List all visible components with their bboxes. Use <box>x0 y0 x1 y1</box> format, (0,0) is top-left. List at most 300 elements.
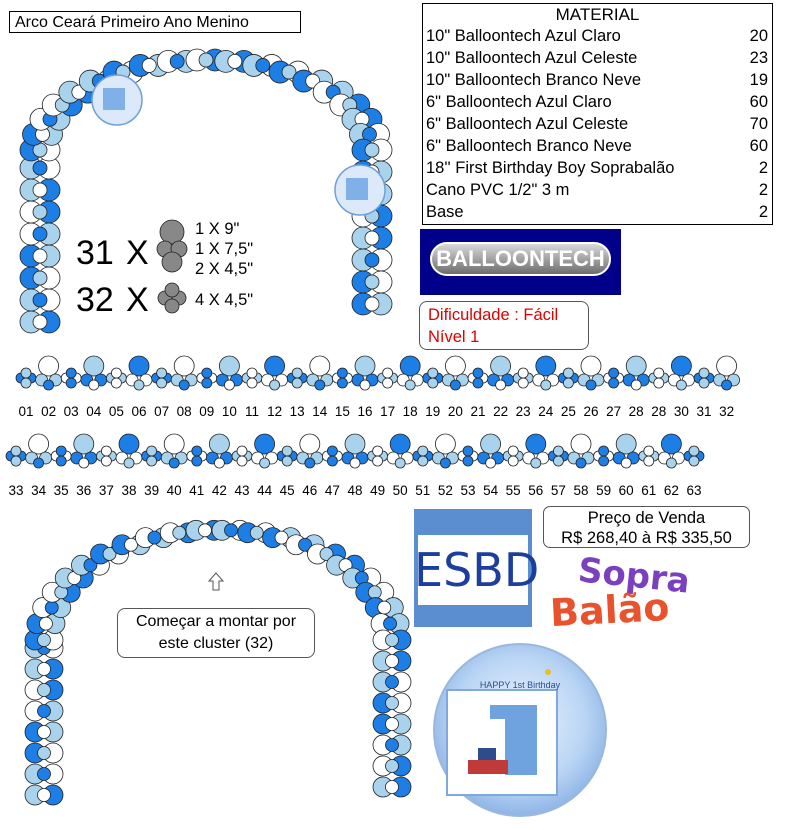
arch-balloon <box>38 684 51 697</box>
cluster-4x4 <box>604 368 624 388</box>
cluster-number: 50 <box>392 483 408 498</box>
cluster-number: 36 <box>76 483 92 498</box>
difficulty-level: Nível 1 <box>428 328 480 346</box>
small-balloon <box>373 456 383 466</box>
cluster-number: 44 <box>257 483 273 498</box>
small-balloon <box>508 446 518 456</box>
cluster-mixed <box>342 434 368 468</box>
small-balloon <box>282 446 292 456</box>
small-balloon <box>79 458 89 468</box>
cluster-4x4 <box>187 446 207 466</box>
arch-balloon <box>225 524 238 537</box>
balloon-9in <box>661 434 681 454</box>
legend-times-1: X <box>126 234 149 272</box>
balloon-9in <box>526 434 546 454</box>
small-balloon <box>89 380 99 390</box>
small-balloon <box>111 368 121 378</box>
arch-balloon <box>39 617 52 630</box>
small-balloon <box>327 456 337 466</box>
small-balloon <box>496 380 506 390</box>
cluster-number: 57 <box>550 483 566 498</box>
cluster-number: 06 <box>131 404 147 419</box>
small-foil-balloon <box>335 165 385 215</box>
arch-balloon <box>173 526 186 539</box>
small-balloon <box>66 378 76 388</box>
small-balloon <box>282 456 292 466</box>
legend-balloon-9in <box>160 220 184 244</box>
balloon-9in <box>536 356 556 376</box>
cluster-mixed <box>714 356 740 390</box>
small-balloon <box>327 446 337 456</box>
small-balloon <box>224 380 234 390</box>
cluster-4x4 <box>51 446 71 466</box>
arch-balloon <box>33 293 47 307</box>
small-balloon <box>373 446 383 456</box>
small-balloon <box>11 456 21 466</box>
balloon-9in <box>300 434 320 454</box>
cluster-mixed <box>488 356 514 390</box>
arch-balloon <box>38 705 51 718</box>
cluster-number: 55 <box>505 483 521 498</box>
foil-caption: HAPPY 1st Birthday <box>479 680 561 690</box>
legend-count-31: 31 <box>76 234 114 272</box>
arch-balloon <box>250 526 263 539</box>
cluster-number: 20 <box>447 404 463 419</box>
cluster-number: 61 <box>641 483 657 498</box>
small-balloon <box>450 380 460 390</box>
arch-balloon <box>386 676 399 689</box>
material-item: 18'' First Birthday Boy Soprabalão <box>426 159 675 177</box>
arch-balloon <box>386 655 399 668</box>
cluster-number: 34 <box>31 483 47 498</box>
small-balloon <box>383 378 393 388</box>
cluster-number: 35 <box>53 483 69 498</box>
legend-spec-4in: 2 X 4,5" <box>195 260 254 278</box>
cluster-4x4 <box>287 368 307 388</box>
arch-balloon <box>33 249 47 263</box>
cluster-mixed <box>252 434 278 468</box>
balloon-9in <box>671 356 691 376</box>
small-balloon <box>428 368 438 378</box>
cluster-mixed <box>623 356 649 390</box>
small-balloon <box>56 456 66 466</box>
small-balloon <box>644 446 654 456</box>
cluster-number: 60 <box>618 483 634 498</box>
cluster-4x4 <box>594 446 614 466</box>
arch-balloon <box>386 697 399 710</box>
small-balloon <box>621 458 631 468</box>
cluster-number: 42 <box>211 483 227 498</box>
cluster-4x4 <box>242 368 262 388</box>
balloon-9in <box>581 356 601 376</box>
cluster-mixed <box>387 434 413 468</box>
cluster-4x4 <box>548 446 568 466</box>
cluster-number: 10 <box>221 404 237 419</box>
small-balloon <box>486 458 496 468</box>
cluster-number: 48 <box>347 483 363 498</box>
arch-balloon <box>38 726 51 739</box>
small-balloon <box>11 446 21 456</box>
cluster-4x4 <box>694 368 714 388</box>
cluster-4x4 <box>106 368 126 388</box>
arch-balloon <box>38 634 51 647</box>
small-balloon <box>147 446 157 456</box>
arch-balloon <box>170 54 184 68</box>
material-item: 6" Balloontech Branco Neve <box>426 137 632 155</box>
cluster-number: 23 <box>515 404 531 419</box>
small-balloon <box>395 458 405 468</box>
small-balloon <box>553 456 563 466</box>
balloontech-logo-text: BALLOONTECH <box>436 246 605 271</box>
cluster-4x4 <box>458 446 478 466</box>
cluster-number: 62 <box>663 483 679 498</box>
diagram-title: Arco Ceará Primeiro Ano Menino <box>9 11 301 33</box>
cluster-number: 30 <box>673 404 689 419</box>
arch-balloon <box>38 663 51 676</box>
cluster-mixed <box>116 434 142 468</box>
legend-spec-4x4: 4 X 4,5" <box>195 291 254 309</box>
balloon-9in <box>355 356 375 376</box>
material-qty: 70 <box>749 115 768 133</box>
arch-balloon <box>256 58 270 72</box>
difficulty-label: Dificuldade : Fácil <box>428 306 559 324</box>
arch-balloon <box>365 231 379 245</box>
material-qty: 2 <box>758 181 768 199</box>
cluster-number: 54 <box>483 483 499 498</box>
small-balloon <box>337 378 347 388</box>
balloon-9in <box>255 434 275 454</box>
balloon-9in <box>219 356 239 376</box>
small-balloon <box>518 378 528 388</box>
balloon-9in <box>571 434 591 454</box>
balloon-9in <box>445 356 465 376</box>
cluster-4x4 <box>684 446 704 466</box>
cluster-number: 14 <box>312 404 328 419</box>
small-balloon <box>337 368 347 378</box>
balloon-9in <box>491 356 511 376</box>
small-balloon <box>157 378 167 388</box>
arch-balloon <box>365 275 379 289</box>
cluster-number: 28 <box>651 404 667 419</box>
cluster-4x4 <box>423 368 443 388</box>
cluster-number: 15 <box>334 404 350 419</box>
cluster-number: 32 <box>719 404 735 419</box>
arch-balloon <box>365 143 379 157</box>
small-balloon <box>292 378 302 388</box>
cluster-4x4 <box>142 446 162 466</box>
arch-balloon <box>368 586 381 599</box>
balloon-9in <box>129 356 149 376</box>
small-balloon <box>473 378 483 388</box>
small-balloon <box>418 456 428 466</box>
balloon-9in <box>310 356 330 376</box>
cluster-number: 07 <box>154 404 170 419</box>
small-balloon <box>654 368 664 378</box>
cluster-number: 13 <box>289 404 305 419</box>
cluster-sequence <box>6 356 740 498</box>
cluster-number: 41 <box>189 483 205 498</box>
cluster-4x4 <box>232 446 252 466</box>
small-balloon <box>599 446 609 456</box>
cluster-number: 58 <box>573 483 589 498</box>
small-balloon <box>124 458 134 468</box>
balloon-9in <box>345 434 365 454</box>
balloon-9in <box>265 356 285 376</box>
small-balloon <box>689 446 699 456</box>
cluster-number: 24 <box>538 404 554 419</box>
balloon-9in <box>717 356 737 376</box>
balloon-9in <box>209 434 229 454</box>
cluster-mixed <box>126 356 152 390</box>
balloon-9in <box>164 434 184 454</box>
arch-balloon <box>386 739 399 752</box>
cluster-4x4 <box>16 368 36 388</box>
sopra-logo-line2: Balão <box>548 584 671 636</box>
small-balloon <box>21 378 31 388</box>
small-balloon <box>689 456 699 466</box>
legend-count-32: 32 <box>76 281 114 319</box>
cluster-4x4 <box>332 368 352 388</box>
material-item: 10" Balloontech Branco Neve <box>426 71 641 89</box>
cluster-mixed <box>81 356 107 390</box>
balloon-9in <box>400 356 420 376</box>
small-balloon <box>676 380 686 390</box>
cluster-mixed <box>578 356 604 390</box>
small-balloon <box>192 446 202 456</box>
legend-balloon-7in <box>162 252 182 272</box>
cluster-4x4 <box>649 368 669 388</box>
legend-balloon <box>165 299 179 313</box>
arch-balloon <box>45 601 58 614</box>
cluster-number: 59 <box>596 483 612 498</box>
arch-balloon <box>386 634 399 647</box>
small-balloon <box>383 368 393 378</box>
cluster-number: 51 <box>415 483 431 498</box>
balloon-9in <box>616 434 636 454</box>
small-balloon <box>157 368 167 378</box>
legend-balloon <box>165 283 179 297</box>
cluster-mixed <box>297 434 323 468</box>
material-item: 10" Balloontech Azul Claro <box>426 27 621 45</box>
first-birthday-foil-balloon <box>434 644 606 816</box>
small-balloon <box>654 378 664 388</box>
small-balloon <box>563 378 573 388</box>
cluster-number: 45 <box>279 483 295 498</box>
cluster-number: 63 <box>686 483 702 498</box>
arch-balloon <box>228 54 242 68</box>
arch-balloon <box>386 718 399 731</box>
material-item: Base <box>426 203 464 221</box>
small-balloon <box>56 446 66 456</box>
balloon-9in <box>29 434 49 454</box>
cluster-number: 09 <box>199 404 215 419</box>
balloon-9in <box>39 356 59 376</box>
small-balloon <box>247 378 257 388</box>
cluster-number: 33 <box>8 483 24 498</box>
cluster-number: 47 <box>324 483 340 498</box>
small-balloon <box>101 446 111 456</box>
cluster-4x4 <box>639 446 659 466</box>
small-balloon <box>292 368 302 378</box>
small-balloon <box>405 380 415 390</box>
arch-balloon <box>33 271 47 285</box>
material-qty: 2 <box>758 159 768 177</box>
small-balloon <box>237 456 247 466</box>
small-balloon <box>179 380 189 390</box>
arch-balloon <box>378 601 391 614</box>
small-balloon <box>305 458 315 468</box>
cluster-mixed <box>352 356 378 390</box>
cluster-4x4 <box>413 446 433 466</box>
material-item: 6" Balloontech Azul Claro <box>426 93 612 111</box>
balloon-9in <box>435 434 455 454</box>
material-qty: 60 <box>749 137 768 155</box>
cluster-mixed <box>658 434 684 468</box>
arch-balloon <box>33 227 47 241</box>
cluster-mixed <box>262 356 288 390</box>
small-balloon <box>111 378 121 388</box>
cluster-number: 40 <box>166 483 182 498</box>
arch-balloon <box>142 58 156 72</box>
small-balloon <box>247 368 257 378</box>
balloon-9in <box>84 356 104 376</box>
cluster-4x4 <box>322 446 342 466</box>
cluster-number: 01 <box>18 404 34 419</box>
small-balloon <box>315 380 325 390</box>
cluster-4x4 <box>61 368 81 388</box>
small-balloon <box>66 368 76 378</box>
arch-balloon <box>199 53 213 67</box>
cluster-number: 56 <box>528 483 544 498</box>
small-balloon <box>518 368 528 378</box>
arch-balloon <box>198 524 211 537</box>
small-balloon <box>202 368 212 378</box>
cluster-mixed <box>442 356 468 390</box>
balloon-9in <box>119 434 139 454</box>
small-balloon <box>202 378 212 388</box>
cluster-4x4 <box>277 446 297 466</box>
cluster-number: 22 <box>493 404 509 419</box>
small-balloon <box>350 458 360 468</box>
cluster-number: 05 <box>108 404 124 419</box>
small-balloon <box>440 458 450 468</box>
small-balloon <box>699 368 709 378</box>
arch-balloon <box>148 531 161 544</box>
small-balloon <box>169 458 179 468</box>
cluster-number: 02 <box>41 404 57 419</box>
small-balloon <box>428 378 438 388</box>
small-balloon <box>631 380 641 390</box>
arch-balloon <box>33 183 47 197</box>
cluster-4x4 <box>96 446 116 466</box>
arch-balloon <box>38 768 51 781</box>
cluster-4x4 <box>368 446 388 466</box>
small-balloon <box>531 458 541 468</box>
cluster-number: 27 <box>606 404 622 419</box>
esbd-logo-text: ESBD <box>414 543 540 597</box>
cluster-number: 08 <box>176 404 192 419</box>
cluster-mixed <box>307 356 333 390</box>
arch-balloon <box>384 617 397 630</box>
small-balloon <box>644 456 654 466</box>
small-balloon <box>553 446 563 456</box>
legend-shapes <box>157 220 187 313</box>
small-balloon <box>599 456 609 466</box>
arch-balloon <box>33 205 47 219</box>
arch-balloon <box>33 315 47 329</box>
cluster-number: 12 <box>267 404 283 419</box>
balloon-9in <box>174 356 194 376</box>
material-item: Cano PVC 1/2" 3 m <box>426 181 570 199</box>
cluster-mixed <box>568 434 594 468</box>
legend-times-2: X <box>126 281 149 319</box>
cluster-number: 04 <box>86 404 102 419</box>
cluster-number: 11 <box>244 404 260 419</box>
material-qty: 60 <box>749 93 768 111</box>
cluster-4x4 <box>197 368 217 388</box>
small-balloon <box>147 456 157 466</box>
cluster-4x4 <box>513 368 533 388</box>
cluster-mixed <box>523 434 549 468</box>
small-balloon <box>101 456 111 466</box>
material-qty: 19 <box>749 71 768 89</box>
small-balloon <box>21 368 31 378</box>
arch-balloon <box>38 789 51 802</box>
small-balloon <box>214 458 224 468</box>
legend-spec-9in: 1 X 9" <box>195 220 240 238</box>
small-balloon <box>192 456 202 466</box>
cluster-mixed <box>397 356 423 390</box>
balloon-9in <box>626 356 646 376</box>
cluster-number: 52 <box>437 483 453 498</box>
cluster-4x4 <box>558 368 578 388</box>
cluster-number: 31 <box>696 404 712 419</box>
small-balloon <box>463 456 473 466</box>
cluster-number: 39 <box>144 483 160 498</box>
small-balloon <box>576 458 586 468</box>
small-balloon <box>586 380 596 390</box>
small-balloon <box>260 458 270 468</box>
bottom-arch <box>25 520 411 805</box>
cluster-number: 03 <box>63 404 79 419</box>
cluster-mixed <box>26 434 52 468</box>
arch-balloon <box>365 297 379 311</box>
cluster-4x4 <box>503 446 523 466</box>
cluster-number: 16 <box>357 404 373 419</box>
material-header: MATERIAL <box>555 5 640 24</box>
cluster-mixed <box>668 356 694 390</box>
cluster-number: 38 <box>121 483 137 498</box>
cluster-mixed <box>171 356 197 390</box>
material-qty: 2 <box>758 203 768 221</box>
small-balloon <box>473 368 483 378</box>
cluster-number: 46 <box>302 483 318 498</box>
cluster-mixed <box>206 434 232 468</box>
material-item: 6" Balloontech Azul Celeste <box>426 115 629 133</box>
cluster-mixed <box>216 356 242 390</box>
small-balloon <box>34 458 44 468</box>
small-balloon <box>563 368 573 378</box>
balloon-9in <box>481 434 501 454</box>
cluster-mixed <box>36 356 62 390</box>
start-note-line1: Começar a montar por <box>135 613 297 630</box>
cluster-number: 28 <box>628 404 644 419</box>
balloon-9in <box>74 434 94 454</box>
cluster-4x4 <box>468 368 488 388</box>
material-qty: 23 <box>749 49 768 67</box>
material-qty: 20 <box>749 27 768 45</box>
cluster-number: 21 <box>470 404 486 419</box>
